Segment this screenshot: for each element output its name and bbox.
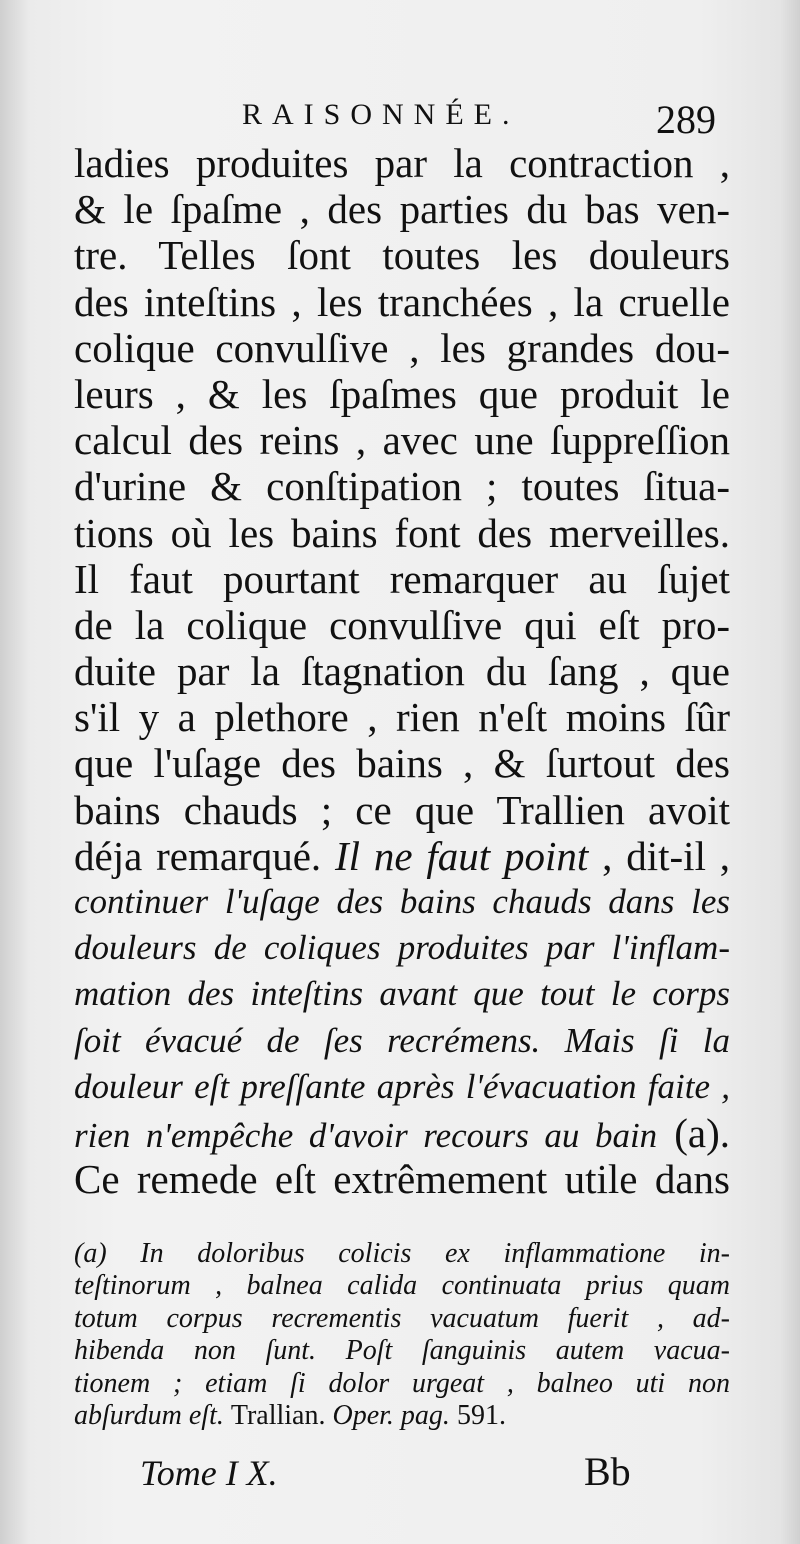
italic-line: ſoit évacué de ſes recrémens. Mais ſi la: [74, 1020, 730, 1060]
text-line: Il faut pourtant remarquer au ſujet: [74, 555, 730, 602]
footnote-citation-line: [74, 1400, 730, 1432]
volume-signature: [140, 1452, 278, 1494]
text-line: bains chauds ; ce que Trallien avoit: [74, 786, 730, 833]
page-header: [0, 96, 800, 140]
text-italic: Oper. pag.: [332, 1399, 450, 1431]
mixed-text-line: [74, 1110, 730, 1156]
text-line: duite par la ſtagnation du ſang , que: [74, 648, 730, 695]
text-italic: rien n'empêche d'avoir recours au bain: [74, 1115, 658, 1155]
footnote-line: (a) In doloribus colicis ex inflammatione in-: [74, 1238, 730, 1269]
text-line: colique convulſive , les grandes dou-: [74, 324, 730, 371]
text-roman: (a).: [674, 1109, 730, 1156]
text-italic: Il ne faut point: [335, 832, 589, 879]
footnote-line: totum corpus recrementis vacuatum fuerit , ad-: [74, 1302, 730, 1334]
body-text: [74, 140, 730, 1202]
text-line: de la colique convulſive qui eſt pro-: [74, 601, 730, 648]
text-line: Ce remede eſt extrêmement utile dans: [74, 1156, 730, 1203]
text-line: que l'uſage des bains , & ſurtout des: [74, 740, 730, 787]
italic-line: mation des inteſtins avant que tout le corps: [74, 974, 730, 1014]
italic-line: douleur eſt preſſante après l'évacuation faite ,: [74, 1066, 730, 1106]
mixed-text-line: [74, 833, 730, 879]
text-line: d'urine & conſtipation ; toutes ſitua-: [74, 463, 730, 510]
text-roman: Trallian.: [230, 1399, 326, 1431]
text-italic: abſurdum eſt.: [74, 1399, 224, 1431]
footnote-line: tionem ; etiam ſi dolor urgeat , balneo uti non: [74, 1367, 730, 1399]
footnote-line: hibenda non ſunt. Poſt ſanguinis autem vacua-: [74, 1335, 730, 1367]
text-line: s'il y a plethore , rien n'eſt moins ſûr: [74, 694, 730, 741]
text-roman: , dit-il ,: [602, 832, 731, 879]
gathering-mark: Bb: [584, 1449, 631, 1494]
text-roman: 591.: [456, 1399, 506, 1431]
text-line: leurs , & les ſpaſmes que produit le: [74, 370, 730, 417]
italic-line: continuer l'uſage des bains chauds dans les: [74, 882, 730, 921]
text-line: des inteſtins , les tranchées , la cruelle: [74, 278, 730, 325]
footnote-line: teſtinorum , balnea calida continuata prius quam: [74, 1270, 730, 1302]
text-line: ladies produites par la contraction ,: [74, 140, 730, 186]
footnote: [74, 1238, 730, 1432]
text-line: & le ſpaſme , des parties du bas ven-: [74, 186, 730, 233]
italic-line: douleurs de coliques produites par l'inflam-: [74, 928, 730, 968]
volume-label: Tome I X.: [140, 1453, 278, 1493]
text-roman: déja remarqué.: [74, 832, 322, 879]
text-line: tre. Telles ſont toutes les douleurs: [74, 232, 730, 279]
running-head: RAISONNÉE.: [242, 98, 520, 131]
text-line: tions où les bains font des merveilles.: [74, 509, 730, 556]
page-number: 289: [656, 97, 716, 142]
text-line: calcul des reins , avec une ſuppreſſion: [74, 417, 730, 464]
